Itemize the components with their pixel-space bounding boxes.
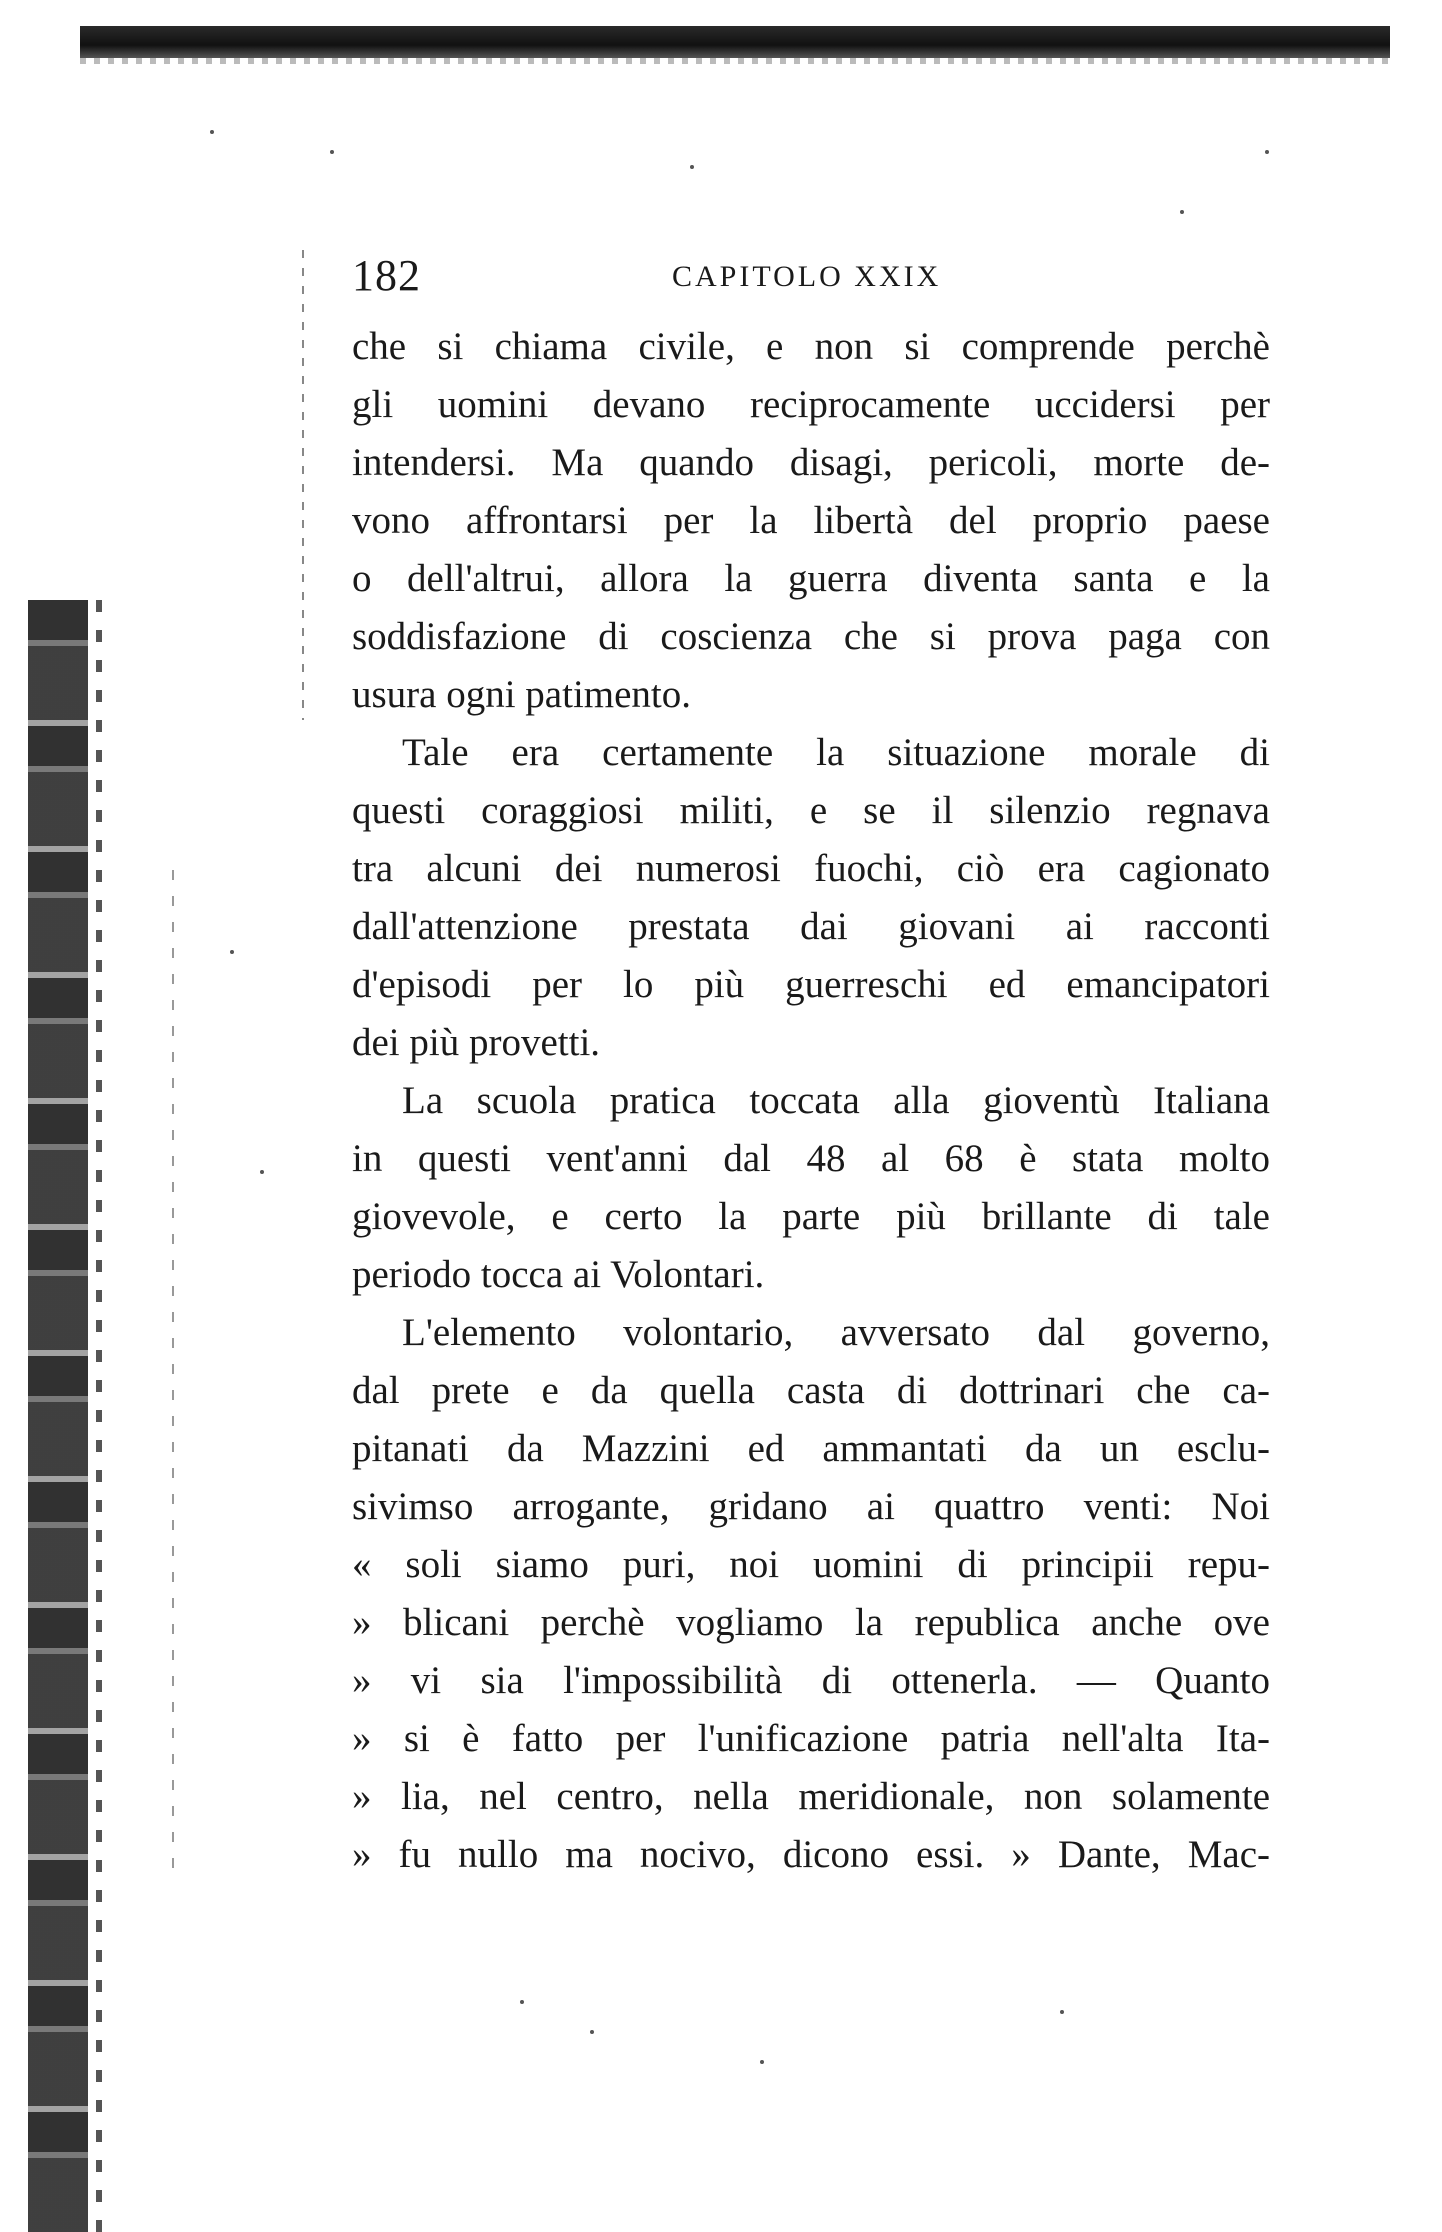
scan-edge-line-lower <box>172 870 174 1870</box>
text-line: pitanati da Mazzini ed ammantati da un esclu- <box>352 1427 1270 1470</box>
text-line: giovevole, e certo la parte più brillante di tale <box>352 1195 1270 1238</box>
text-line: d'episodi per lo più guerreschi ed emancipatori <box>352 963 1270 1006</box>
scan-speckle <box>760 2060 764 2064</box>
text-line: gli uomini devano reciprocamente uccidersi per <box>352 383 1270 426</box>
text-line: dall'attenzione prestata dai giovani ai racconti <box>352 905 1270 948</box>
text-line: che si chiama civile, e non si comprende perchè <box>352 325 1270 368</box>
scan-speckle <box>260 1170 264 1174</box>
text-line: periodo tocca ai Volontari. <box>352 1253 765 1296</box>
text-line: « soli siamo puri, noi uomini di principii repu- <box>352 1543 1270 1586</box>
text-line: sivimso arrogante, gridano ai quattro venti: Noi <box>352 1485 1270 1528</box>
chapter-title: CAPITOLO XXIX <box>672 260 942 293</box>
page-header <box>352 250 1270 306</box>
scan-speckle <box>520 2000 524 2004</box>
page-number: 182 <box>352 251 421 300</box>
scan-top-band <box>80 26 1390 58</box>
text-line: » si è fatto per l'unificazione patria nell'alta Ita- <box>352 1717 1270 1760</box>
scan-speckle <box>1265 150 1269 154</box>
text-line: L'elemento volontario, avversato dal governo, <box>402 1311 1270 1354</box>
text-line: dal prete e da quella casta di dottrinari che ca- <box>352 1369 1270 1412</box>
scan-left-binding-shadow <box>28 600 88 2232</box>
scan-speckle <box>690 165 694 169</box>
text-line: questi coraggiosi militi, e se il silenzio regnava <box>352 789 1270 832</box>
scan-speckle <box>590 2030 594 2034</box>
text-line: » lia, nel centro, nella meridionale, non solamente <box>352 1775 1270 1818</box>
text-line: intendersi. Ma quando disagi, pericoli, morte de- <box>352 441 1270 484</box>
scan-speckle <box>1060 2010 1064 2014</box>
text-line: vono affrontarsi per la libertà del proprio paese <box>352 499 1270 542</box>
text-line: » blicani perchè vogliamo la republica anche ove <box>352 1601 1270 1644</box>
scan-speckle <box>330 150 334 154</box>
scan-left-binding-streak <box>96 600 102 2232</box>
text-line: » fu nullo ma nocivo, dicono essi. » Dante, Mac- <box>352 1833 1270 1876</box>
scan-top-band-noise <box>80 58 1390 64</box>
scan-speckle <box>210 130 214 134</box>
text-line: usura ogni patimento. <box>352 673 692 716</box>
text-line: Tale era certamente la situazione morale di <box>402 731 1270 774</box>
scan-edge-line <box>302 250 304 720</box>
text-line: La scuola pratica toccata alla gioventù Italiana <box>402 1079 1270 1122</box>
scan-speckle <box>230 950 234 954</box>
text-line: soddisfazione di coscienza che si prova paga con <box>352 615 1270 658</box>
text-line: in questi vent'anni dal 48 al 68 è stata molto <box>352 1137 1270 1180</box>
text-line: » vi sia l'impossibilità di ottenerla. — Quanto <box>352 1659 1270 1702</box>
text-line: tra alcuni dei numerosi fuochi, ciò era cagionato <box>352 847 1270 890</box>
scan-speckle <box>1180 210 1184 214</box>
text-line: dei più provetti. <box>352 1021 601 1064</box>
text-line: o dell'altrui, allora la guerra diventa santa e la <box>352 557 1270 600</box>
